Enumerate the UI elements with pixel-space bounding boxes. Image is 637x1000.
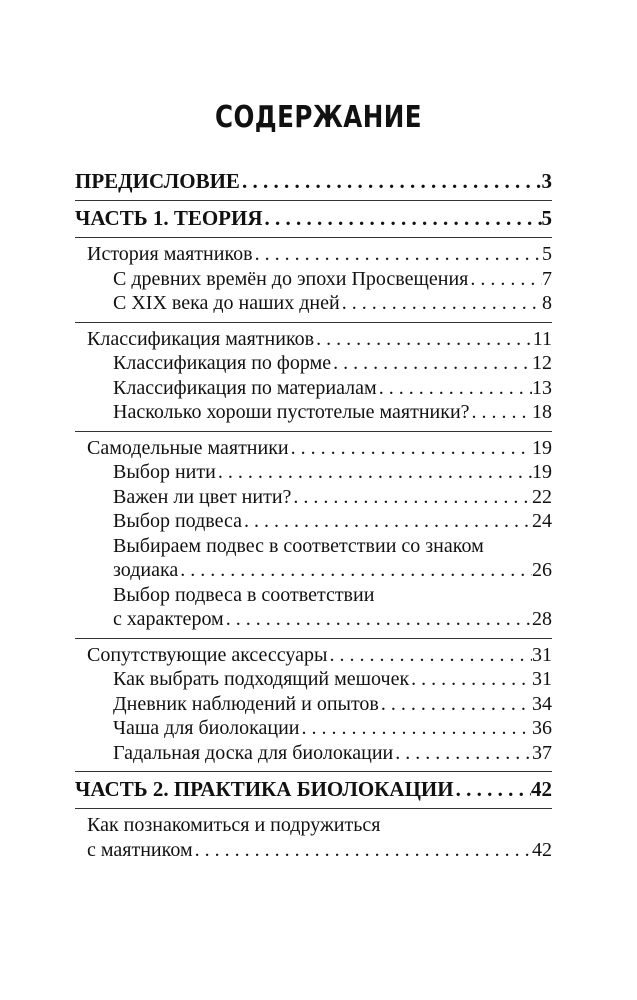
toc-entry-page: 11 — [532, 327, 552, 350]
toc-entry-title: Насколько хороши пустотелые маятники? — [113, 401, 470, 423]
toc-entry-title: Классификация по материалам — [113, 376, 377, 399]
toc-entry-title: Выбор подвеса — [113, 510, 242, 532]
toc-entry-title: с маятником — [87, 838, 193, 861]
toc-entry-page: 5 — [542, 243, 552, 265]
toc-entry-hollow — [75, 400, 552, 425]
toc-entry-pouch — [75, 667, 552, 692]
toc-entry-page: 28 — [532, 608, 552, 630]
dot-leader — [263, 205, 542, 231]
toc-entry-part1 — [75, 205, 552, 231]
dot-leader — [340, 291, 542, 316]
toc-entry-homemade — [75, 436, 552, 461]
toc-entry-title: История маятников — [87, 243, 253, 265]
toc-entry-by-shape — [75, 351, 552, 376]
toc-entry-page: 3 — [541, 169, 552, 193]
toc-entry-title: Самодельные маятники — [87, 436, 289, 459]
toc-entry-title: Классификация по форме — [113, 352, 332, 374]
toc-entry-page: 19 — [532, 436, 552, 459]
toc-entry-title: Сопутствующие аксессуары — [87, 643, 328, 666]
toc-entry-character — [75, 607, 552, 632]
toc-entry-title: ЧАСТЬ 2. ПРАКТИКА БИОЛОКАЦИИ — [75, 777, 454, 801]
toc-entry-page: 8 — [542, 292, 552, 314]
toc-entry-history — [75, 242, 552, 267]
toc-entry-title: с характером — [113, 608, 224, 630]
toc-entry-page: 7 — [542, 267, 552, 290]
toc-entry-page: 24 — [532, 510, 552, 532]
dot-leader — [193, 838, 532, 863]
dot-leader — [470, 400, 532, 425]
toc-entry-title: Как выбрать подходящий мешочек — [113, 668, 410, 690]
toc-entry-title: Выбор нити — [113, 461, 216, 483]
dot-leader — [242, 509, 532, 534]
toc-entry-preface — [75, 168, 552, 194]
toc-entry-title: Чаша для биолокации — [113, 717, 300, 739]
toc-entry-page: 42 — [532, 838, 552, 861]
divider — [75, 431, 552, 432]
toc-entry-page: 13 — [532, 376, 552, 399]
toc-entry-page: 37 — [532, 741, 552, 764]
toc-entry-board — [75, 741, 552, 766]
toc-entry-title: С XIX века до наших дней — [113, 292, 340, 314]
toc-entry-page: 18 — [532, 401, 552, 423]
divider — [75, 771, 552, 772]
toc-entry-character-line1: Выбор подвеса в соответствии — [113, 583, 375, 606]
toc-entry-page: 31 — [532, 643, 552, 666]
toc-entry-bowl — [75, 716, 552, 741]
toc-entry-thread — [75, 460, 552, 485]
dot-leader — [253, 242, 542, 267]
dot-leader — [327, 643, 532, 668]
toc-entry-diary — [75, 692, 552, 717]
toc-entry-title: Классификация маятников — [87, 327, 315, 350]
toc-entry-title: зодиака — [113, 559, 179, 581]
toc-entry-page: 26 — [532, 559, 552, 581]
divider — [75, 200, 552, 201]
dot-leader — [331, 351, 532, 376]
dot-leader — [468, 267, 542, 292]
dot-leader — [314, 327, 533, 352]
toc-entry-zodiac — [75, 558, 552, 583]
dot-leader — [409, 667, 532, 692]
dot-leader — [178, 558, 532, 583]
toc-entry-zodiac-line1: Выбираем подвес в соответствии со знаком — [113, 534, 484, 557]
toc-entry-page: 36 — [532, 717, 552, 739]
toc-entry-title: С древних времён до эпохи Просвещения — [113, 267, 469, 290]
toc-entry-accessories — [75, 643, 552, 668]
toc-entry-ancient — [75, 267, 552, 292]
toc-entry-page: 31 — [532, 668, 552, 690]
toc-entry-page: 12 — [532, 352, 552, 374]
toc-entry-title: Важен ли цвет нити? — [113, 485, 292, 508]
toc-entry-thread-color — [75, 485, 552, 510]
toc-entry-title: ЧАСТЬ 1. ТЕОРИЯ — [75, 206, 263, 230]
dot-leader — [240, 168, 542, 194]
dot-leader — [393, 741, 532, 766]
page-title: СОДЕРЖАНИЕ — [215, 100, 422, 135]
toc-entry-befriend-line1: Как познакомиться и подружиться — [87, 814, 381, 836]
toc-entry-modern — [75, 291, 552, 316]
dot-leader — [377, 376, 532, 401]
toc-entry-page: 34 — [532, 692, 552, 715]
dot-leader — [216, 460, 532, 485]
toc-entry-title: Дневник наблюдений и опытов — [113, 692, 379, 715]
table-of-contents — [75, 168, 552, 862]
divider — [75, 237, 552, 238]
toc-entry-part2 — [75, 776, 552, 802]
toc-entry-title: ПРЕДИСЛОВИЕ — [75, 169, 240, 193]
toc-entry-by-material — [75, 376, 552, 401]
toc-entry-pendant — [75, 509, 552, 534]
dot-leader — [289, 436, 532, 461]
toc-entry-title: Гадальная доска для биолокации — [113, 741, 394, 764]
toc-entry-page: 5 — [541, 206, 552, 230]
dot-leader — [224, 607, 532, 632]
toc-entry-page: 19 — [532, 461, 552, 483]
toc-entry-classification — [75, 327, 552, 352]
toc-entry-page: 42 — [531, 777, 552, 801]
toc-entry-page: 22 — [532, 485, 552, 508]
dot-leader — [300, 716, 532, 741]
dot-leader — [291, 485, 532, 510]
divider — [75, 808, 552, 809]
dot-leader — [454, 776, 531, 802]
toc-entry-befriend — [75, 838, 552, 863]
dot-leader — [379, 692, 532, 717]
divider — [75, 322, 552, 323]
divider — [75, 638, 552, 639]
